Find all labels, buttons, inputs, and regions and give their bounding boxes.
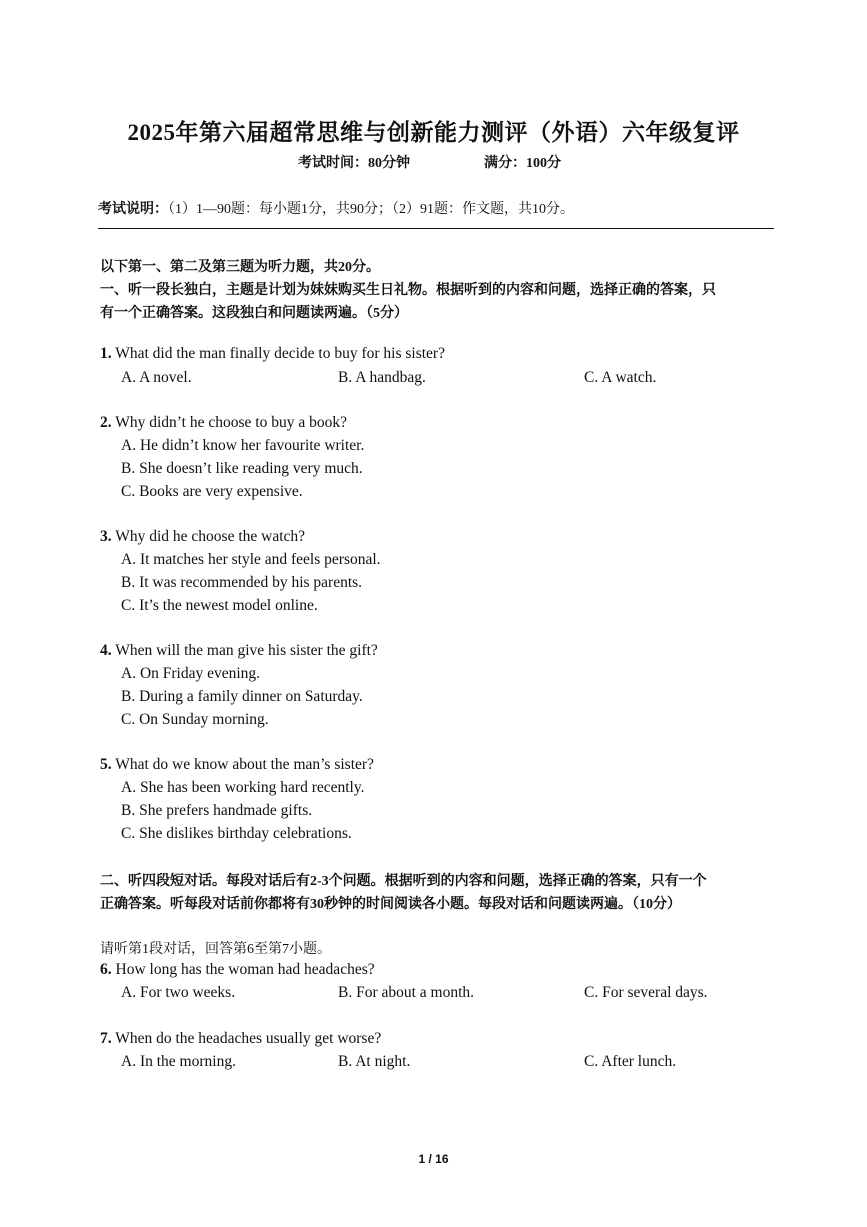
question-number: 7. [100, 1030, 112, 1047]
question-number: 2. [100, 414, 112, 431]
question-text: When will the man give his sister the gift? [115, 642, 378, 659]
question-7 [100, 1030, 381, 1048]
q2-option-a: A. He didn’t know her favourite writer. [121, 437, 365, 454]
dialogue-1-instruction: 请听第1段对话，回答第6至第7小题。 [100, 942, 331, 957]
q5-option-c: C. She dislikes birthday celebrations. [121, 825, 352, 842]
question-text: Why didn’t he choose to buy a book? [115, 414, 347, 431]
part1-instructions-line2: 有一个正确答案。这段独白和问题读两遍。（5分） [100, 306, 408, 321]
question-number: 5. [100, 756, 112, 773]
question-text: How long has the woman had headaches? [115, 961, 375, 978]
question-text: What do we know about the man’s sister? [115, 756, 374, 773]
q1-option-b: B. A handbag. [338, 369, 426, 386]
question-6 [100, 961, 375, 979]
question-number: 1. [100, 345, 112, 362]
q7-option-c: C. After lunch. [584, 1053, 677, 1070]
question-number: 3. [100, 528, 112, 545]
exam-time: 考试时间：80分钟 [298, 156, 410, 171]
q2-option-b: B. She doesn’t like reading very much. [121, 460, 363, 477]
q6-option-c: C. For several days. [584, 984, 708, 1001]
header-divider [98, 228, 774, 229]
q5-option-b: B. She prefers handmade gifts. [121, 802, 313, 819]
q4-option-b: B. During a family dinner on Saturday. [121, 688, 363, 705]
exam-instructions [98, 198, 574, 218]
q4-option-a: A. On Friday evening. [121, 665, 261, 682]
listening-intro: 以下第一、第二及第三题为听力题，共20分。 [100, 260, 380, 275]
q6-option-b: B. For about a month. [338, 984, 475, 1001]
q2-option-c: C. Books are very expensive. [121, 483, 303, 500]
q7-option-b: B. At night. [338, 1053, 411, 1070]
question-number: 6. [100, 961, 112, 978]
q7-option-a: A. In the morning. [121, 1053, 236, 1070]
page-title: 2025年第六届超常思维与创新能力测评（外语）六年级复评 [127, 120, 740, 145]
q4-option-c: C. On Sunday morning. [121, 711, 269, 728]
part2-instructions-line1: 二、听四段短对话。每段对话后有2-3个问题。根据听到的内容和问题，选择正确的答案，只有一个 [100, 874, 707, 889]
q1-option-a: A. A novel. [121, 369, 192, 386]
question-text: Why did he choose the watch? [115, 528, 306, 545]
total-score: 满分：100分 [484, 156, 561, 171]
question-1 [100, 345, 445, 363]
part1-instructions-line1: 一、听一段长独白，主题是计划为妹妹购买生日礼物。根据听到的内容和问题，选择正确的答案，只 [100, 283, 716, 298]
instructions-label: 考试说明： [98, 202, 168, 217]
q3-option-c: C. It’s the newest model online. [121, 597, 318, 614]
page-number: 1 / 16 [418, 1152, 449, 1166]
question-2 [100, 414, 347, 432]
instructions-text: （1）1—90题：每小题1分，共90分；（2）91题：作文题，共10分。 [168, 202, 574, 217]
q6-option-a: A. For two weeks. [121, 984, 236, 1001]
question-text: When do the headaches usually get worse? [115, 1030, 382, 1047]
part2-instructions-line2: 正确答案。听每段对话前你都将有30秒钟的时间阅读各小题。每段对话和问题读两遍。（10分） [100, 897, 681, 912]
question-4 [100, 642, 378, 660]
question-text: What did the man finally decide to buy for his sister? [115, 345, 445, 362]
question-5 [100, 756, 374, 774]
q3-option-a: A. It matches her style and feels personal. [121, 551, 381, 568]
question-3 [100, 528, 305, 546]
q5-option-a: A. She has been working hard recently. [121, 779, 365, 796]
q1-option-c: C. A watch. [584, 369, 657, 386]
q3-option-b: B. It was recommended by his parents. [121, 574, 363, 591]
question-number: 4. [100, 642, 112, 659]
